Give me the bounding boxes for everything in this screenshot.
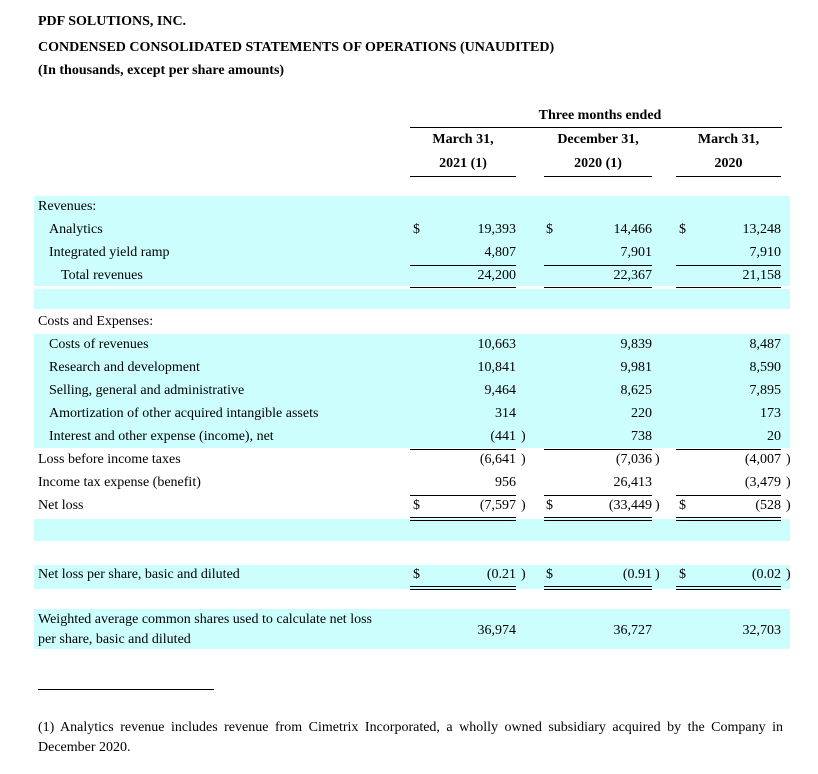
dollar-sign: $ <box>679 222 686 237</box>
value-cell: 32,703 <box>742 623 781 638</box>
value-cell: (528 <box>755 498 781 513</box>
row-label: Integrated yield ramp <box>49 245 170 260</box>
group-underline <box>410 127 782 128</box>
period-group-header: Three months ended <box>538 108 662 123</box>
total-rule <box>544 287 652 288</box>
subtotal-rule <box>410 495 516 496</box>
row-label: Research and development <box>49 360 200 375</box>
value-cell: (3,479 <box>744 475 781 490</box>
value-cell: (0.91 <box>622 567 652 582</box>
row-label: Loss before income taxes <box>38 452 181 467</box>
table-row <box>0 314 818 336</box>
dollar-sign: $ <box>546 222 553 237</box>
row-label: Net loss <box>38 498 84 513</box>
col2-header-line2: 2020 (1) <box>574 156 622 171</box>
double-rule <box>676 517 781 521</box>
units-note: (In thousands, except per share amounts) <box>38 63 285 78</box>
row-label: Interest and other expense (income), net <box>49 429 274 444</box>
close-paren: ) <box>786 475 791 490</box>
band-spacer-1 <box>34 289 790 309</box>
dollar-sign: $ <box>413 222 420 237</box>
value-cell: (33,449 <box>608 498 652 513</box>
col2-header-underline <box>544 176 652 177</box>
footnote-divider <box>38 689 214 690</box>
subtotal-rule <box>410 265 516 266</box>
footnote: (1) Analytics revenue includes revenue from Cimetrix Incorporated, a wholly owned subsidiary acquired by the Company in December 2020. <box>38 720 783 755</box>
dollar-sign: $ <box>413 567 420 582</box>
company-name: PDF SOLUTIONS, INC. <box>38 14 187 29</box>
table-row <box>0 429 818 451</box>
value-cell: 8,487 <box>749 337 781 352</box>
close-paren: ) <box>786 498 791 513</box>
subtotal-rule <box>676 449 781 450</box>
value-cell: 21,158 <box>742 268 781 283</box>
row-label: Net loss per share, basic and diluted <box>38 567 240 582</box>
value-cell: 36,974 <box>477 623 516 638</box>
table-row <box>0 452 818 474</box>
value-cell: 22,367 <box>613 268 652 283</box>
value-cell: (0.21 <box>486 567 516 582</box>
table-row <box>0 245 818 267</box>
value-cell: 9,839 <box>620 337 652 352</box>
row-label: Analytics <box>49 222 103 237</box>
value-cell: 10,663 <box>477 337 516 352</box>
col1-header-line2: 2021 (1) <box>439 156 487 171</box>
table-row <box>0 337 818 359</box>
subtotal-rule <box>544 495 652 496</box>
col3-header-line1: March 31, <box>697 132 760 147</box>
row-label: Selling, general and administrative <box>49 383 245 398</box>
value-cell: 10,841 <box>477 360 516 375</box>
row-label: Weighted average common shares used to calculate net loss <box>38 612 372 627</box>
value-cell: 13,248 <box>742 222 781 237</box>
subtotal-rule <box>676 495 781 496</box>
value-cell: 173 <box>760 406 781 421</box>
double-rule <box>410 586 516 590</box>
table-row <box>0 222 818 244</box>
band-spacer-2 <box>34 519 790 541</box>
value-cell: 4,807 <box>484 245 516 260</box>
value-cell: (7,036 <box>615 452 652 467</box>
value-cell: (6,641 <box>479 452 516 467</box>
table-row <box>0 612 818 652</box>
value-cell: 36,727 <box>613 623 652 638</box>
row-label: Revenues: <box>38 199 97 214</box>
col3-header-line2: 2020 <box>714 156 743 171</box>
close-paren: ) <box>521 429 526 444</box>
statement-title: CONDENSED CONSOLIDATED STATEMENTS OF OPERATIONS (UNAUDITED) <box>38 40 555 55</box>
dollar-sign: $ <box>413 498 420 513</box>
value-cell: 7,895 <box>749 383 781 398</box>
row-label: Income tax expense (benefit) <box>38 475 201 490</box>
subtotal-rule <box>676 265 781 266</box>
total-rule <box>676 287 781 288</box>
value-cell: 24,200 <box>477 268 516 283</box>
value-cell: 19,393 <box>477 222 516 237</box>
value-cell: 956 <box>495 475 516 490</box>
value-cell: 9,464 <box>484 383 516 398</box>
value-cell: 26,413 <box>613 475 652 490</box>
close-paren: ) <box>786 452 791 467</box>
value-cell: 7,901 <box>620 245 652 260</box>
close-paren: ) <box>521 452 526 467</box>
col2-header-line1: December 31, <box>557 132 639 147</box>
close-paren: ) <box>521 498 526 513</box>
close-paren: ) <box>655 567 660 582</box>
value-cell: 8,590 <box>749 360 781 375</box>
value-cell: (441 <box>490 429 516 444</box>
value-cell: 738 <box>631 429 652 444</box>
double-rule <box>544 586 652 590</box>
value-cell: 20 <box>767 429 781 444</box>
col1-header-line1: March 31, <box>432 132 494 147</box>
row-label-line2: per share, basic and diluted <box>38 632 191 647</box>
table-row <box>0 383 818 405</box>
dollar-sign: $ <box>679 567 686 582</box>
value-cell: 7,910 <box>749 245 781 260</box>
close-paren: ) <box>655 498 660 513</box>
row-label: Total revenues <box>61 268 143 283</box>
value-cell: 314 <box>495 406 516 421</box>
double-rule <box>676 586 781 590</box>
dollar-sign: $ <box>546 498 553 513</box>
row-label: Costs and Expenses: <box>38 314 154 329</box>
dollar-sign: $ <box>546 567 553 582</box>
double-rule <box>544 517 652 521</box>
table-row <box>0 475 818 497</box>
table-row <box>0 360 818 382</box>
subtotal-rule <box>544 265 652 266</box>
close-paren: ) <box>521 567 526 582</box>
col3-header-underline <box>676 176 781 177</box>
row-label: Amortization of other acquired intangible assets <box>49 406 319 421</box>
table-row <box>0 199 818 221</box>
value-cell: 9,981 <box>620 360 652 375</box>
col1-header-underline <box>410 176 516 177</box>
row-label: Costs of revenues <box>49 337 149 352</box>
close-paren: ) <box>786 567 791 582</box>
subtotal-rule <box>544 449 652 450</box>
value-cell: (0.02 <box>751 567 781 582</box>
table-row <box>0 406 818 428</box>
value-cell: 14,466 <box>613 222 652 237</box>
subtotal-rule <box>410 449 516 450</box>
value-cell: (4,007 <box>744 452 781 467</box>
close-paren: ) <box>655 452 660 467</box>
total-rule <box>410 287 516 288</box>
value-cell: 220 <box>631 406 652 421</box>
value-cell: (7,597 <box>479 498 516 513</box>
dollar-sign: $ <box>679 498 686 513</box>
double-rule <box>410 517 516 521</box>
value-cell: 8,625 <box>620 383 652 398</box>
